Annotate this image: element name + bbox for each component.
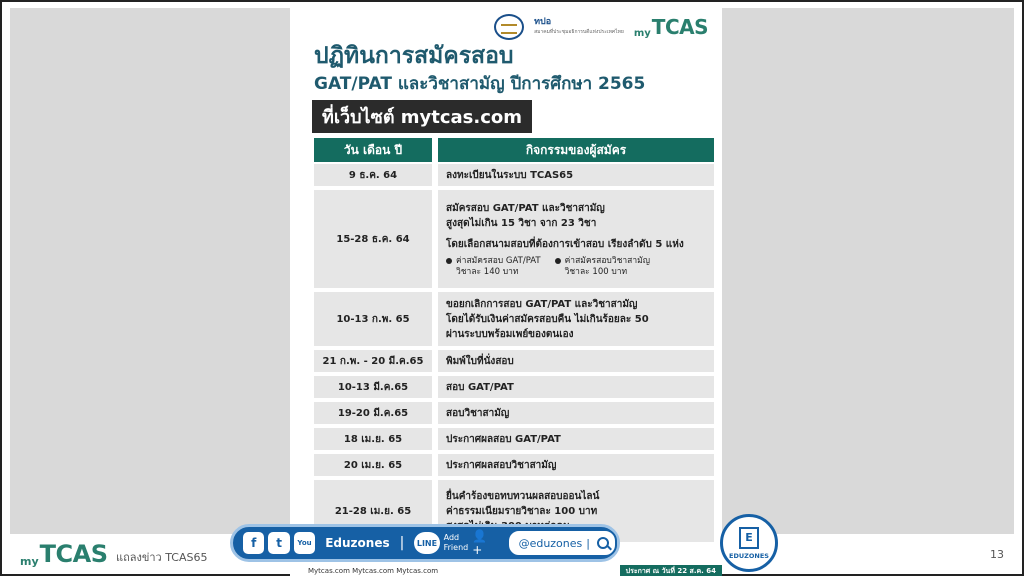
line-icon[interactable]: LINE bbox=[414, 532, 439, 554]
add-friend-label bbox=[444, 533, 469, 553]
poster-footer-date: ประกาศ ณ วันที่ 22 ส.ค. 64 bbox=[620, 565, 722, 576]
activity-line: ผ่านระบบพร้อมเพย์ของตนเอง bbox=[446, 328, 574, 340]
separator: | bbox=[399, 535, 405, 551]
row-activity bbox=[438, 454, 714, 476]
fee-amount: วิชาละ 140 บาท bbox=[456, 266, 519, 277]
right-gray-panel bbox=[722, 8, 1014, 534]
row-date: 10-13 มี.ค.65 bbox=[314, 376, 432, 398]
mytcas-logo-my: my bbox=[633, 28, 651, 39]
org-logo-text: ทปอ bbox=[534, 17, 552, 27]
eduzones-badge bbox=[720, 514, 778, 572]
table-row bbox=[314, 164, 714, 186]
line-id-search[interactable] bbox=[507, 529, 617, 557]
search-icon bbox=[597, 537, 609, 549]
table-row bbox=[314, 402, 714, 424]
poster-logos bbox=[494, 14, 708, 40]
row-activity bbox=[438, 350, 714, 372]
row-date: 21-28 เม.ย. 65 bbox=[314, 480, 432, 542]
header-date: วัน เดือน ปี bbox=[314, 138, 432, 162]
org-logo-subtext: สมาคมที่ประชุมอธิการบดีแห่งประเทศไทย bbox=[534, 29, 624, 35]
activity-line: ประกาศผลสอบวิชาสามัญ bbox=[446, 459, 557, 471]
brand-name: Eduzones bbox=[325, 536, 390, 550]
youtube-icon[interactable]: You bbox=[294, 532, 315, 554]
slide-logo-my: my bbox=[20, 555, 39, 568]
fee-item bbox=[555, 256, 650, 278]
header-activity: กิจกรรมของผู้สมัคร bbox=[438, 138, 714, 162]
poster-subtitle: GAT/PAT และวิชาสามัญ ปีการศึกษา 2565 bbox=[314, 74, 646, 94]
bullet-icon bbox=[555, 258, 561, 264]
activity-line: พิมพ์ใบที่นั่งสอบ bbox=[446, 355, 514, 367]
fee-label: ค่าสมัครสอบวิชาสามัญ bbox=[564, 255, 650, 266]
activity-line: สมัครสอบ GAT/PAT และวิชาสามัญ bbox=[446, 202, 605, 214]
org-logo bbox=[534, 17, 624, 37]
fee-item bbox=[446, 256, 541, 278]
line-id-text: @eduzones bbox=[518, 536, 583, 550]
row-activity bbox=[438, 376, 714, 398]
activity-line: สูงสุดไม่เกิน 15 วิชา จาก 23 วิชา bbox=[446, 217, 597, 229]
social-banner bbox=[230, 524, 620, 562]
fee-label: ค่าสมัครสอบ GAT/PAT bbox=[456, 255, 541, 266]
org-seal-icon bbox=[494, 14, 524, 40]
poster-title: ปฏิทินการสมัครสอบ bbox=[314, 43, 514, 69]
slide-mytcas-logo bbox=[20, 540, 107, 568]
mytcas-logo-tcas: TCAS bbox=[651, 15, 708, 39]
calendar-poster bbox=[290, 8, 722, 576]
activity-line: โดยได้รับเงินค่าสมัครสอบคืน ไม่เกินร้อยละ 50 bbox=[446, 313, 649, 325]
row-date: 20 เม.ย. 65 bbox=[314, 454, 432, 476]
add-friend-line1: Add bbox=[443, 533, 460, 542]
add-friend-line2: Friend bbox=[443, 543, 469, 552]
activity-line: ค่าธรรมเนียมรายวิชาละ 100 บาท bbox=[446, 505, 598, 517]
activity-line: ยื่นคำร้องขอทบทวนผลสอบออนไลน์ bbox=[446, 490, 600, 502]
facebook-icon[interactable]: f bbox=[243, 532, 264, 554]
activity-line: ลงทะเบียนในระบบ TCAS65 bbox=[446, 169, 574, 181]
slide-logo-tcas: TCAS bbox=[39, 540, 108, 568]
poster-footer-links: Mytcas.com Mytcas.com Mytcas.com bbox=[308, 567, 439, 575]
row-activity bbox=[438, 428, 714, 450]
row-date: 15-28 ธ.ค. 64 bbox=[314, 190, 432, 288]
twitter-icon[interactable]: t bbox=[268, 532, 289, 554]
activity-line: ขอยกเลิกการสอบ GAT/PAT และวิชาสามัญ bbox=[446, 298, 638, 310]
eduzones-badge-name: EDUZONES bbox=[729, 551, 769, 560]
row-activity bbox=[438, 190, 714, 288]
activity-line: สอบวิชาสามัญ bbox=[446, 407, 510, 419]
row-activity bbox=[438, 164, 714, 186]
row-date: 9 ธ.ค. 64 bbox=[314, 164, 432, 186]
table-header bbox=[314, 138, 714, 162]
activity-line: สอบ GAT/PAT bbox=[446, 381, 514, 393]
page-number: 13 bbox=[990, 548, 1004, 561]
activity-line: ประกาศผลสอบ GAT/PAT bbox=[446, 433, 561, 445]
table-row bbox=[314, 292, 714, 346]
row-date: 19-20 มี.ค.65 bbox=[314, 402, 432, 424]
table-row bbox=[314, 350, 714, 372]
fee-list bbox=[446, 256, 706, 278]
divider: | bbox=[586, 536, 590, 550]
slide-caption: แถลงข่าว TCAS65 bbox=[116, 551, 208, 564]
bullet-icon bbox=[446, 258, 452, 264]
fee-text bbox=[456, 256, 541, 278]
table-row bbox=[314, 190, 714, 288]
row-date: 21 ก.พ. - 20 มี.ค.65 bbox=[314, 350, 432, 372]
fee-text bbox=[565, 256, 650, 278]
poster-website: ที่เว็บไซต์ mytcas.com bbox=[312, 100, 532, 133]
row-date: 18 เม.ย. 65 bbox=[314, 428, 432, 450]
add-user-icon: 👤+ bbox=[472, 529, 488, 557]
fee-amount: วิชาละ 100 บาท bbox=[564, 266, 628, 277]
row-date: 10-13 ก.พ. 65 bbox=[314, 292, 432, 346]
table-row bbox=[314, 376, 714, 398]
left-gray-panel bbox=[10, 8, 290, 534]
activity-line: โดยเลือกสนามสอบที่ต้องการเข้าสอบ เรียงลำดับ 5 แห่ง bbox=[446, 238, 684, 250]
poster-footer bbox=[290, 567, 722, 576]
table-row bbox=[314, 428, 714, 450]
row-activity bbox=[438, 402, 714, 424]
mytcas-logo bbox=[634, 15, 708, 39]
table-row bbox=[314, 454, 714, 476]
row-activity bbox=[438, 292, 714, 346]
eduzones-logo-icon: E bbox=[739, 527, 759, 549]
